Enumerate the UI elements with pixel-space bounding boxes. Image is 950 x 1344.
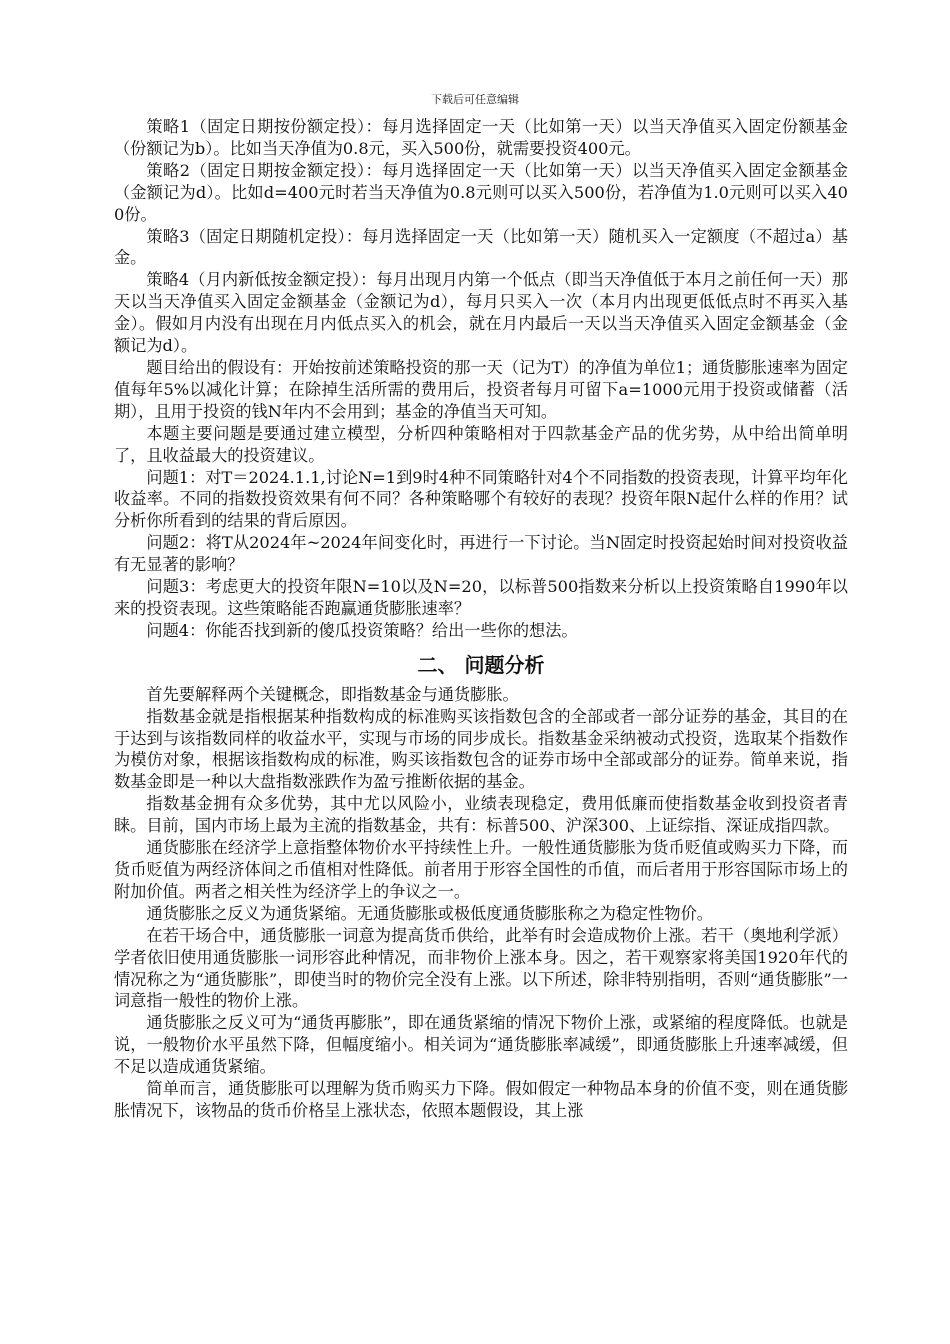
paragraph-strategy-4: 策略4（月内新低按金额定投）：每月出现月内第一个低点（即当天净值低于本月之前任何一天）那天以当天净值买入固定金额基金（金额记为d），每月只买入一次（本月内出现更低低点时不再买入基金）。假如月内没有出现在月内低点买入的机会，就在月内最后一天以当天净值买入固定金额基金（金额记为d）。	[114, 270, 848, 356]
paragraph-inflation-definition: 通货膨胀在经济学上意指整体物价水平持续性上升。一般性通货膨胀为货币贬值或购买力下降，而货币贬值为两经济体间之币值相对性降低。前者用于形容全国性的币值，而后者用于形容国际市场上的附加价值。两者之相关性为经济学上的争议之一。	[114, 838, 848, 901]
paragraph-money-supply: 在若干场合中，通货膨胀一词意为提高货币供给，此举有时会造成物价上涨。若干（奥地利学派）学者依旧使用通货膨胀一词形容此种情况，而非物价上涨本身。因之，若干观察家将美国1920年代的情况称之为“通货膨胀”，即使当时的物价完全没有上涨。以下所述，除非特别指明，否则“通货膨胀”一词意指一般性的物价上涨。	[114, 925, 848, 1011]
paragraph-key-concepts: 首先要解释两个关键概念，即指数基金与通货膨胀。	[146, 684, 519, 704]
paragraph-purchasing-power: 简单而言，通货膨胀可以理解为货币购买力下降。假如假定一种物品本身的价值不变，则在通货膨胀情况下，该物品的货币价格呈上涨状态，依照本题假设，其上涨	[114, 1079, 848, 1120]
paragraph-strategy-1: 策略1（固定日期按份额定投）：每月选择固定一天（比如第一天）以当天净值买入固定份额基金（份额记为b）。比如当天净值为0.8元，买入500份，就需要投资400元。	[114, 117, 848, 158]
paragraph-strategy-2: 策略2（固定日期按金额定投）：每月选择固定一天（比如第一天）以当天净值买入固定金额基金（金额记为d）。比如d=400元时若当天净值为0.8元则可以买入500份，若净值为1.0元则可以买入400份。	[114, 160, 848, 224]
paragraph-question-4: 问题4：你能否找到新的傻瓜投资策略？给出一些你的想法。	[146, 620, 578, 640]
paragraph-strategy-3: 策略3（固定日期随机定投）：每月选择固定一天（比如第一天）随机买入一定额度（不超过a）基金。	[114, 226, 848, 268]
document-body	[114, 116, 848, 1122]
page-header: 下载后可任意编辑	[431, 93, 519, 106]
paragraph-main-problem: 本题主要问题是要通过建立模型，分析四种策略相对于四款基金产品的优劣势，从中给出简单明了，且收益最大的投资建议。	[114, 423, 848, 465]
strategy-section	[114, 116, 848, 642]
paragraph-question-2: 问题2：将T从2024年~2024年间变化时，再进行一下讨论。当N固定时投资起始时间对投资收益有无显著的影响？	[114, 533, 848, 575]
paragraph-index-fund-definition: 指数基金就是指根据某种指数构成的标准购买该指数包含的全部或者一部分证券的基金，其目的在于达到与该指数同样的收益水平，实现与市场的同步成长。指数基金采纳被动式投资，选取某个指数作为模仿对象，根据该指数构成的标准，购买该指数包含的证券市场中全部或部分的证券。简单来说，指数基金即是一种以大盘指数涨跌作为盈亏推断依据的基金。	[114, 706, 848, 792]
paragraph-assumptions: 题目给出的假设有：开始按前述策略投资的那一天（记为T）的净值为单位1；通货膨胀速率为固定值每年5%以减化计算；在除掉生活所需的费用后，投资者每月可留下a=1000元用于投资或储蓄（活期），且用于投资的钱N年内不会用到；基金的净值当天可知。	[114, 357, 848, 421]
paragraph-question-3: 问题3：考虑更大的投资年限N=10以及N=20，以标普500指数来分析以上投资策略自1990年以来的投资表现。这些策略能否跑赢通货膨胀速率？	[114, 577, 848, 618]
section-heading-problem-analysis: 二、 问题分析	[417, 652, 545, 677]
paragraph-index-fund-advantages: 指数基金拥有众多优势，其中尤以风险小，业绩表现稳定，费用低廉而使指数基金收到投资者青睐。目前，国内市场上最为主流的指数基金，共有：标普500、沪深300、上证综指、深证成指四款。	[114, 794, 848, 836]
paragraph-question-1: 问题1：对T＝2024.1.1,讨论N=1到9时4种不同策略针对4个不同指数的投资表现，计算平均年化收益率。不同的指数投资效果有何不同？各种策略哪个有较好的表现？投资年限N起什么样的作用？试分析你所看到的结果的背后原因。	[114, 467, 848, 531]
paragraph-reflation: 通货膨胀之反义可为“通货再膨胀”，即在通货紧缩的情况下物价上涨，或紧缩的程度降低。也就是说，一般物价水平虽然下降，但幅度缩小。相关词为“通货膨胀率减缓”，即通货膨胀上升速率减缓，但不足以造成通货紧缩。	[114, 1013, 848, 1077]
analysis-section	[114, 684, 848, 1122]
paragraph-deflation: 通货膨胀之反义为通货紧缩。无通货膨胀或极低度通货膨胀称之为稳定性物价。	[146, 903, 713, 923]
